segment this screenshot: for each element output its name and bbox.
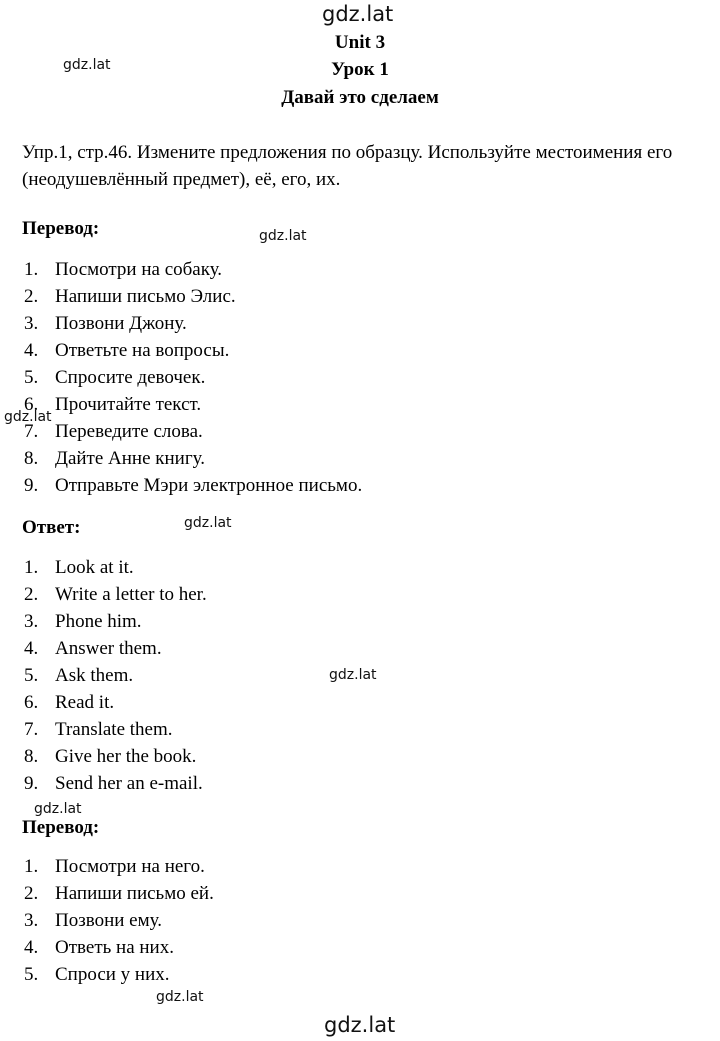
page-title: Давай это сделаем [281, 87, 439, 108]
section-heading: Перевод: [22, 218, 100, 239]
watermark: gdz.lat [156, 989, 204, 1005]
lesson-title: Урок 1 [331, 59, 389, 80]
section-heading: Ответ: [22, 517, 81, 538]
unit-title: Unit 3 [334, 32, 386, 53]
watermark: gdz.lat [324, 1013, 396, 1037]
watermark: gdz.lat [184, 515, 232, 531]
watermark: gdz.lat [259, 228, 307, 244]
watermark: gdz.lat [34, 801, 82, 817]
watermark: gdz.lat [63, 57, 111, 73]
section-heading: Перевод: [22, 817, 100, 838]
watermark: gdz.lat [4, 409, 52, 425]
task-text: Упр.1, стр.46. Измените предложения по образцу. Используйте местоимения его (неодушевлённый предмет), её, его, их. [22, 142, 673, 190]
watermark: gdz.lat [329, 667, 377, 683]
watermark: gdz.lat [322, 2, 394, 26]
